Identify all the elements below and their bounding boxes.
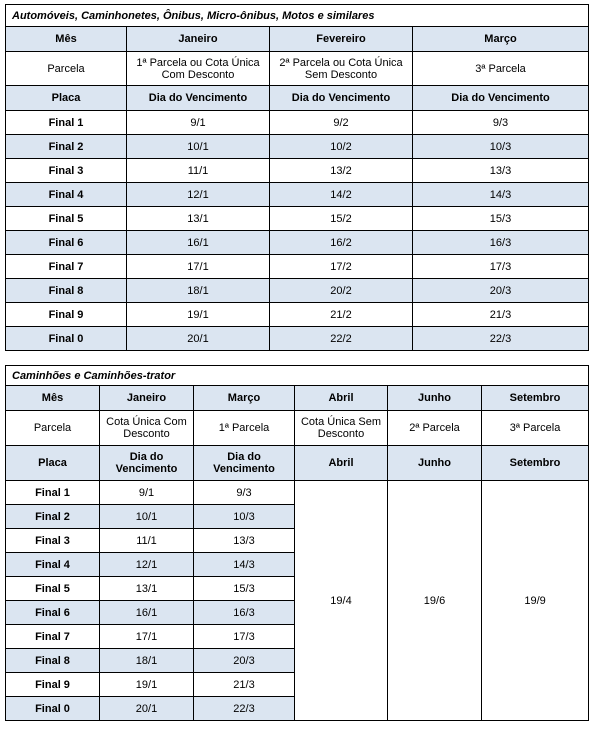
due-date: 20/1 bbox=[127, 327, 270, 351]
due-date: 14/2 bbox=[270, 183, 413, 207]
header-row-placa bbox=[6, 446, 589, 481]
plate-final: Final 3 bbox=[6, 159, 127, 183]
header-cell: Junho bbox=[388, 446, 482, 481]
due-date: 16/1 bbox=[100, 601, 194, 625]
due-date: 15/3 bbox=[413, 207, 589, 231]
plate-final: Final 6 bbox=[6, 231, 127, 255]
plate-final: Final 7 bbox=[6, 625, 100, 649]
due-date: 10/3 bbox=[413, 135, 589, 159]
header-row-placa bbox=[6, 86, 589, 111]
table-caption: Caminhões e Caminhões-trator bbox=[6, 366, 589, 386]
header-cell: Mês bbox=[6, 27, 127, 52]
due-date: 11/1 bbox=[127, 159, 270, 183]
header-cell: Abril bbox=[295, 386, 388, 411]
header-cell: Março bbox=[194, 386, 295, 411]
due-date: 21/2 bbox=[270, 303, 413, 327]
due-date: 19/1 bbox=[100, 673, 194, 697]
plate-final: Final 8 bbox=[6, 279, 127, 303]
parcela-cell: 3ª Parcela bbox=[413, 52, 589, 86]
row-label: Parcela bbox=[6, 411, 100, 446]
plate-final: Final 6 bbox=[6, 601, 100, 625]
table-row bbox=[6, 207, 589, 231]
due-date: 22/2 bbox=[270, 327, 413, 351]
due-date: 16/3 bbox=[413, 231, 589, 255]
due-date: 20/1 bbox=[100, 697, 194, 721]
parcela-cell: Cota Única Com Desconto bbox=[100, 411, 194, 446]
header-row-mes bbox=[6, 386, 589, 411]
due-date: 13/3 bbox=[413, 159, 589, 183]
plate-final: Final 0 bbox=[6, 697, 100, 721]
plate-final: Final 4 bbox=[6, 183, 127, 207]
header-cell: Dia do Vencimento bbox=[413, 86, 589, 111]
due-date: 22/3 bbox=[194, 697, 295, 721]
plate-final: Final 1 bbox=[6, 481, 100, 505]
table-caption: Automóveis, Caminhonetes, Ônibus, Micro-ônibus, Motos e similares bbox=[6, 5, 589, 27]
due-date: 10/3 bbox=[194, 505, 295, 529]
due-date: 9/1 bbox=[100, 481, 194, 505]
plate-final: Final 7 bbox=[6, 255, 127, 279]
table-row bbox=[6, 279, 589, 303]
due-date: 15/3 bbox=[194, 577, 295, 601]
due-date: 22/3 bbox=[413, 327, 589, 351]
header-cell: Março bbox=[413, 27, 589, 52]
header-cell: Placa bbox=[6, 446, 100, 481]
header-cell: Junho bbox=[388, 386, 482, 411]
table-automoveis bbox=[5, 4, 589, 351]
due-date: 13/2 bbox=[270, 159, 413, 183]
header-cell: Dia do Vencimento bbox=[194, 446, 295, 481]
header-cell: Dia do Vencimento bbox=[127, 86, 270, 111]
due-date: 19/1 bbox=[127, 303, 270, 327]
plate-final: Final 9 bbox=[6, 303, 127, 327]
due-date: 17/1 bbox=[127, 255, 270, 279]
due-date: 13/1 bbox=[127, 207, 270, 231]
parcela-cell: 3ª Parcela bbox=[482, 411, 589, 446]
parcela-cell: 2ª Parcela bbox=[388, 411, 482, 446]
parcela-cell: 2ª Parcela ou Cota Única Sem Desconto bbox=[270, 52, 413, 86]
caption-row bbox=[6, 5, 589, 27]
header-row-parcela bbox=[6, 411, 589, 446]
due-date: 16/2 bbox=[270, 231, 413, 255]
header-cell: Setembro bbox=[482, 386, 589, 411]
due-date: 20/2 bbox=[270, 279, 413, 303]
due-date: 18/1 bbox=[127, 279, 270, 303]
header-row-parcela bbox=[6, 52, 589, 86]
due-date: 14/3 bbox=[413, 183, 589, 207]
header-cell: Mês bbox=[6, 386, 100, 411]
due-date: 10/1 bbox=[100, 505, 194, 529]
due-date: 17/2 bbox=[270, 255, 413, 279]
merged-due-date: 19/4 bbox=[295, 481, 388, 721]
header-cell: Setembro bbox=[482, 446, 589, 481]
plate-final: Final 1 bbox=[6, 111, 127, 135]
table-row bbox=[6, 111, 589, 135]
plate-final: Final 8 bbox=[6, 649, 100, 673]
table-row bbox=[6, 231, 589, 255]
due-date: 17/3 bbox=[194, 625, 295, 649]
due-date: 17/1 bbox=[100, 625, 194, 649]
header-cell: Dia do Vencimento bbox=[100, 446, 194, 481]
due-date: 10/2 bbox=[270, 135, 413, 159]
due-date: 9/1 bbox=[127, 111, 270, 135]
header-cell: Janeiro bbox=[127, 27, 270, 52]
due-date: 12/1 bbox=[100, 553, 194, 577]
header-cell: Abril bbox=[295, 446, 388, 481]
due-date: 9/3 bbox=[413, 111, 589, 135]
table-row bbox=[6, 183, 589, 207]
table-row bbox=[6, 255, 589, 279]
table-row bbox=[6, 481, 589, 505]
plate-final: Final 3 bbox=[6, 529, 100, 553]
header-cell: Dia do Vencimento bbox=[270, 86, 413, 111]
due-date: 15/2 bbox=[270, 207, 413, 231]
due-date: 21/3 bbox=[413, 303, 589, 327]
caption-row bbox=[6, 366, 589, 386]
row-label: Parcela bbox=[6, 52, 127, 86]
parcela-cell: Cota Única Sem Desconto bbox=[295, 411, 388, 446]
due-date: 9/2 bbox=[270, 111, 413, 135]
table-caminhoes bbox=[5, 365, 589, 721]
due-date: 13/1 bbox=[100, 577, 194, 601]
parcela-cell: 1ª Parcela ou Cota Única Com Desconto bbox=[127, 52, 270, 86]
plate-final: Final 4 bbox=[6, 553, 100, 577]
due-date: 18/1 bbox=[100, 649, 194, 673]
table-row bbox=[6, 159, 589, 183]
due-date: 11/1 bbox=[100, 529, 194, 553]
due-date: 20/3 bbox=[413, 279, 589, 303]
plate-final: Final 2 bbox=[6, 135, 127, 159]
due-date: 12/1 bbox=[127, 183, 270, 207]
table-row bbox=[6, 303, 589, 327]
table-row bbox=[6, 327, 589, 351]
due-date: 16/1 bbox=[127, 231, 270, 255]
due-date: 13/3 bbox=[194, 529, 295, 553]
table-row bbox=[6, 135, 589, 159]
due-date: 21/3 bbox=[194, 673, 295, 697]
merged-due-date: 19/6 bbox=[388, 481, 482, 721]
due-date: 16/3 bbox=[194, 601, 295, 625]
due-date: 20/3 bbox=[194, 649, 295, 673]
due-date: 14/3 bbox=[194, 553, 295, 577]
due-date: 17/3 bbox=[413, 255, 589, 279]
plate-final: Final 5 bbox=[6, 207, 127, 231]
plate-final: Final 2 bbox=[6, 505, 100, 529]
merged-due-date: 19/9 bbox=[482, 481, 589, 721]
due-date: 9/3 bbox=[194, 481, 295, 505]
parcela-cell: 1ª Parcela bbox=[194, 411, 295, 446]
plate-final: Final 9 bbox=[6, 673, 100, 697]
plate-final: Final 5 bbox=[6, 577, 100, 601]
header-cell: Fevereiro bbox=[270, 27, 413, 52]
header-row-mes bbox=[6, 27, 589, 52]
header-cell: Placa bbox=[6, 86, 127, 111]
plate-final: Final 0 bbox=[6, 327, 127, 351]
header-cell: Janeiro bbox=[100, 386, 194, 411]
due-date: 10/1 bbox=[127, 135, 270, 159]
